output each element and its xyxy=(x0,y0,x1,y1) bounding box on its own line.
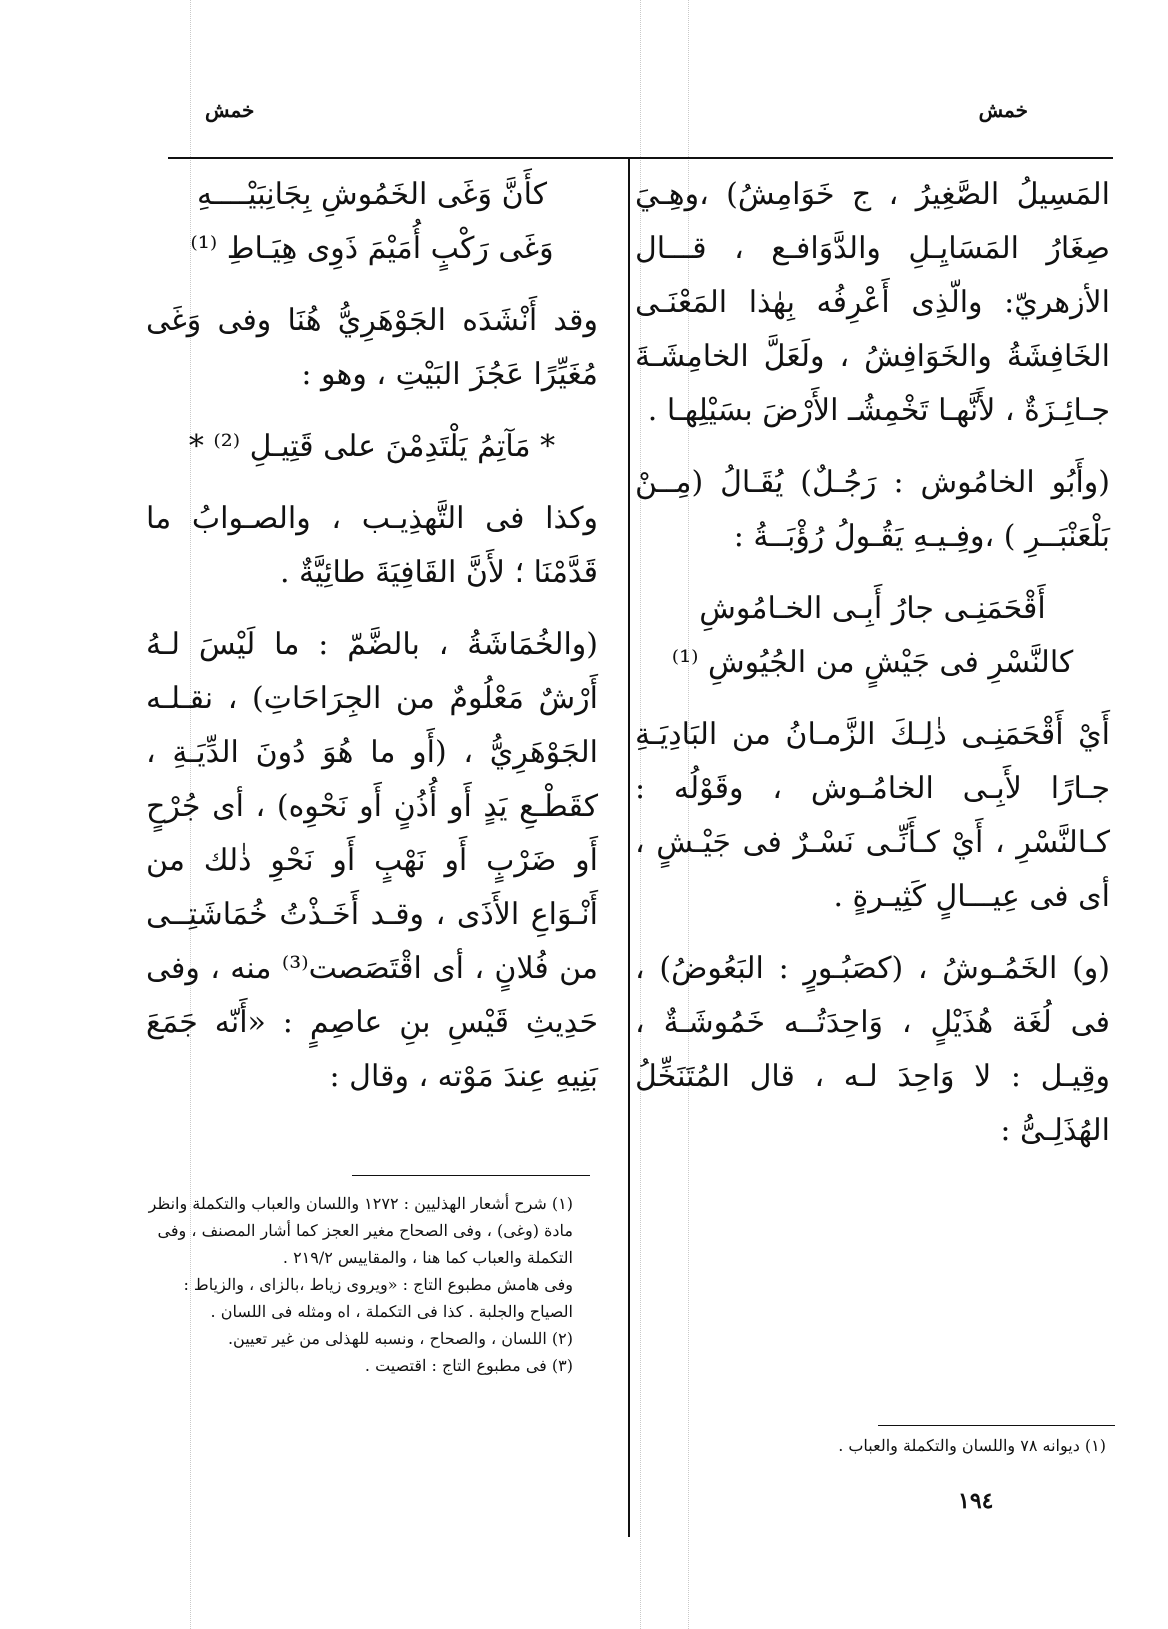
footnote: (١) شرح أشعار الهذليين : ١٢٧٢ واللسان والعباب والتكملة وانظر مادة (وغى) ، وفى الصحاح مغير العجز كما أشار المصنف ، وفى التكملة والعباب كما هنا ، والمقاييس ٢١٩/٢ . xyxy=(148,1194,573,1267)
footnotes-right xyxy=(636,1432,1106,1459)
paragraph: المَسِيلُ الصَّغِيرُ ، ج خَوَامِشُ) ،وهِـيَ صِغَارُ المَسَايِـلِ والدَّوَافـع ، قـــال الأزهريّ: والّذِى أَعْرِفُه بِهٰذا المَعْنَـى الخَافِشَةُ والخَوَافِشُ ، ولَعَلَّ الخامِشَـةَ جـائِـزَةٌ ، لأَنَّهـا تَخْمِشُـ الأَرْضَ بسَيْلِهـا . xyxy=(635,177,1110,428)
paragraph: (وأَبُو الخامُوش : رَجُـلٌ) يُقَـالُ (مِــنْ بَلْعَنْبَــرِ ) ،وفِـيـهِ يَقُـولُ رُؤْبَــةُ : xyxy=(635,465,1110,554)
left-column xyxy=(146,168,598,1104)
paragraph: وكذا فى التَّهذِيـب ، والصـوابُ ما قَدَّمْنَا ؛ لأَنَّ القَافِيَةَ طائِيَّةٌ . xyxy=(146,501,598,590)
footnote: (١) ديوانه ٧٨ واللسان والتكملة والعباب . xyxy=(838,1436,1106,1455)
paragraph: وقد أَنْشَدَه الجَوْهَرِيُّ هُنَا وفى وَغَى مُغَيِّرًا عَجُزَ البَيْتِ ، وهو : xyxy=(146,303,598,392)
running-header-right: خمش xyxy=(978,98,1028,122)
footnote: (٣) فى مطبوع التاج : اقتصيت . xyxy=(364,1356,573,1375)
verse-line: وَغَى رَكْبٍ أُمَيْمَ ذَوِى هِيَـاطِ ⁽¹⁾ xyxy=(190,231,554,266)
footnote: (٢) اللسان ، والصحاح ، ونسبه للهذلى من غير تعيين. xyxy=(227,1329,573,1348)
verse-line: كالنَّسْرِ فى جَيْشٍ من الجُيُوشِ ⁽¹⁾ xyxy=(671,645,1074,680)
paragraph: (والخُمَاشَةُ ، بالضَّمّ : ما لَيْسَ لـهُ أَرْشٌ مَعْلُومٌ من الجِرَاحَاتِ) ، نقـلـه الجَوْهَرِيُّ ، (أَو ما هُوَ دُونَ الدِّيَـةِ ، كقَطْـعِ يَدٍ أَو أُذُنٍ أَو نَحْوِه) ، أى جُرْحٍ أَو ضَرْبٍ أَو نَهْبٍ أَو نَحْوِ ذٰلك من أَنْـوَاعِ الأَذَى ، وقـد أَخَـذْتُ خُمَاشَتِــى من فُلانٍ ، أى اقْتَصَصت⁽³⁾ منه ، وفى حَدِيثِ قَيْسِ بنِ عاصِمٍ : «أَنّه جَمَعَ بَنِيهِ عِندَ مَوْته ، وقال : xyxy=(146,627,598,1094)
footnotes-left xyxy=(143,1190,573,1379)
header-rule xyxy=(168,157,1113,159)
page-number: ١٩٤ xyxy=(958,1488,994,1514)
verse-line: كأَنَّ وَغَى الخَمُوشِ بِجَانِبَيْــــهِ xyxy=(196,177,548,212)
running-header-left: خمش xyxy=(205,98,255,122)
paragraph: أَيْ أَقْحَمَنِـى ذٰلِـكَ الزَّمـانُ من البَادِيَـةِ جـارًا لأَبِـى الخامُـوش ، وقَوْلُه : كـالنَّسْرِ ، أَيْ كـأَنِّـى نَسْـرٌ فى جَيْـشٍ ، أى فى عِيـــالٍ كَثِيـرةٍ . xyxy=(635,717,1110,914)
column-divider xyxy=(628,157,630,1537)
footnote-rule xyxy=(878,1425,1115,1426)
right-column xyxy=(635,168,1110,1158)
half-verse: * مَآتِمُ يَلْتَدِمْنَ على قَتِيـلِ ⁽²⁾ * xyxy=(188,429,556,464)
paragraph: (و) الخَمُـوشُ ، (كصَبُـورٍ : البَعُوضُ) ، فى لُغَة هُذَيْلٍ ، وَاحِدَتُــه خَمُوشَـةٌ ، وقِيـل : لا وَاحِدَ لـه ، قال المُتَنَخِّلُ الهُذَلِـىُّ : xyxy=(635,951,1110,1148)
footnote: وفى هامش مطبوع التاج : «ويروى زياط ،بالزاى ، والزياط : الصياح والجلبة . كذا فى التكملة ، اه ومثله فى اللسان . xyxy=(183,1275,573,1321)
footnote-rule xyxy=(352,1175,590,1176)
verse-line: أَقْحَمَنِـى جارُ أَبِـى الخـامُوشِ xyxy=(699,591,1046,626)
